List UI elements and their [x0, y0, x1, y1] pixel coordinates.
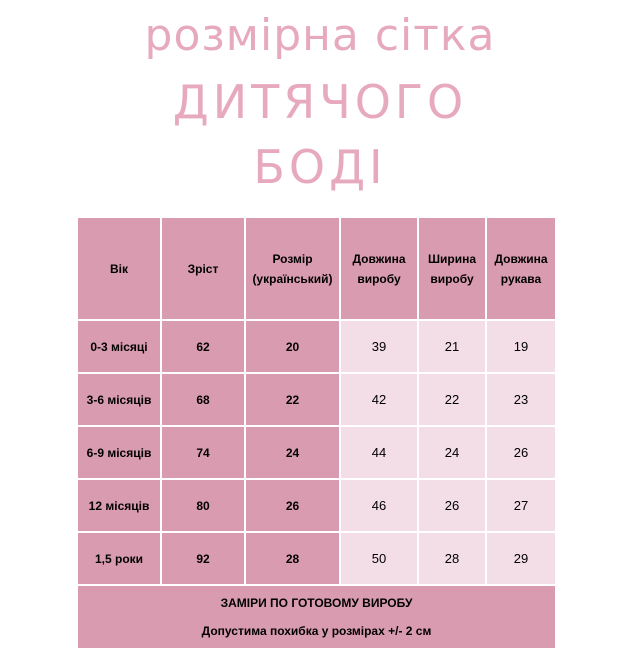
cell-sleeve: 23: [486, 373, 556, 426]
cell-length: 46: [340, 479, 418, 532]
cell-height: 92: [161, 532, 245, 585]
cell-width: 26: [418, 479, 486, 532]
cell-age: 3-6 місяців: [77, 373, 161, 426]
cell-sleeve: 27: [486, 479, 556, 532]
cell-length: 42: [340, 373, 418, 426]
table-row: [77, 320, 556, 373]
cell-age: 1,5 роки: [77, 532, 161, 585]
header-age: Вік: [77, 217, 161, 320]
cell-length: 44: [340, 426, 418, 479]
header-sleeve: Довжина рукава: [486, 217, 556, 320]
cell-age: 0-3 місяці: [77, 320, 161, 373]
cell-age: 6-9 місяців: [77, 426, 161, 479]
note-tolerance: Допустима похибка у розмірах +/- 2 см: [201, 624, 432, 638]
header-length: Довжина виробу: [340, 217, 418, 320]
cell-size: 20: [245, 320, 340, 373]
title-line-1: розмірна сітка: [144, 10, 496, 61]
cell-sleeve: 26: [486, 426, 556, 479]
header-width: Ширина виробу: [418, 217, 486, 320]
cell-length: 50: [340, 532, 418, 585]
table-header-row: [77, 217, 556, 320]
header-size: Розмір (український): [245, 217, 340, 320]
table-row: [77, 479, 556, 532]
table-row: [77, 532, 556, 585]
cell-height: 80: [161, 479, 245, 532]
cell-sleeve: 19: [486, 320, 556, 373]
cell-width: 28: [418, 532, 486, 585]
cell-age: 12 місяців: [77, 479, 161, 532]
cell-size: 24: [245, 426, 340, 479]
title-line-3: БОДІ: [253, 140, 387, 194]
cell-height: 68: [161, 373, 245, 426]
cell-sleeve: 29: [486, 532, 556, 585]
table-row: [77, 373, 556, 426]
cell-width: 24: [418, 426, 486, 479]
cell-size: 28: [245, 532, 340, 585]
cell-length: 39: [340, 320, 418, 373]
table-row: [77, 426, 556, 479]
note-title: ЗАМІРИ ПО ГОТОВОМУ ВИРОБУ: [220, 596, 413, 610]
measurement-note: [77, 585, 556, 649]
cell-height: 74: [161, 426, 245, 479]
table-note-row: [77, 585, 556, 649]
cell-width: 22: [418, 373, 486, 426]
cell-width: 21: [418, 320, 486, 373]
cell-size: 26: [245, 479, 340, 532]
cell-size: 22: [245, 373, 340, 426]
size-chart-table: [76, 216, 557, 650]
title-line-2: ДИТЯЧОГО: [172, 75, 468, 129]
cell-height: 62: [161, 320, 245, 373]
header-height: Зріст: [161, 217, 245, 320]
